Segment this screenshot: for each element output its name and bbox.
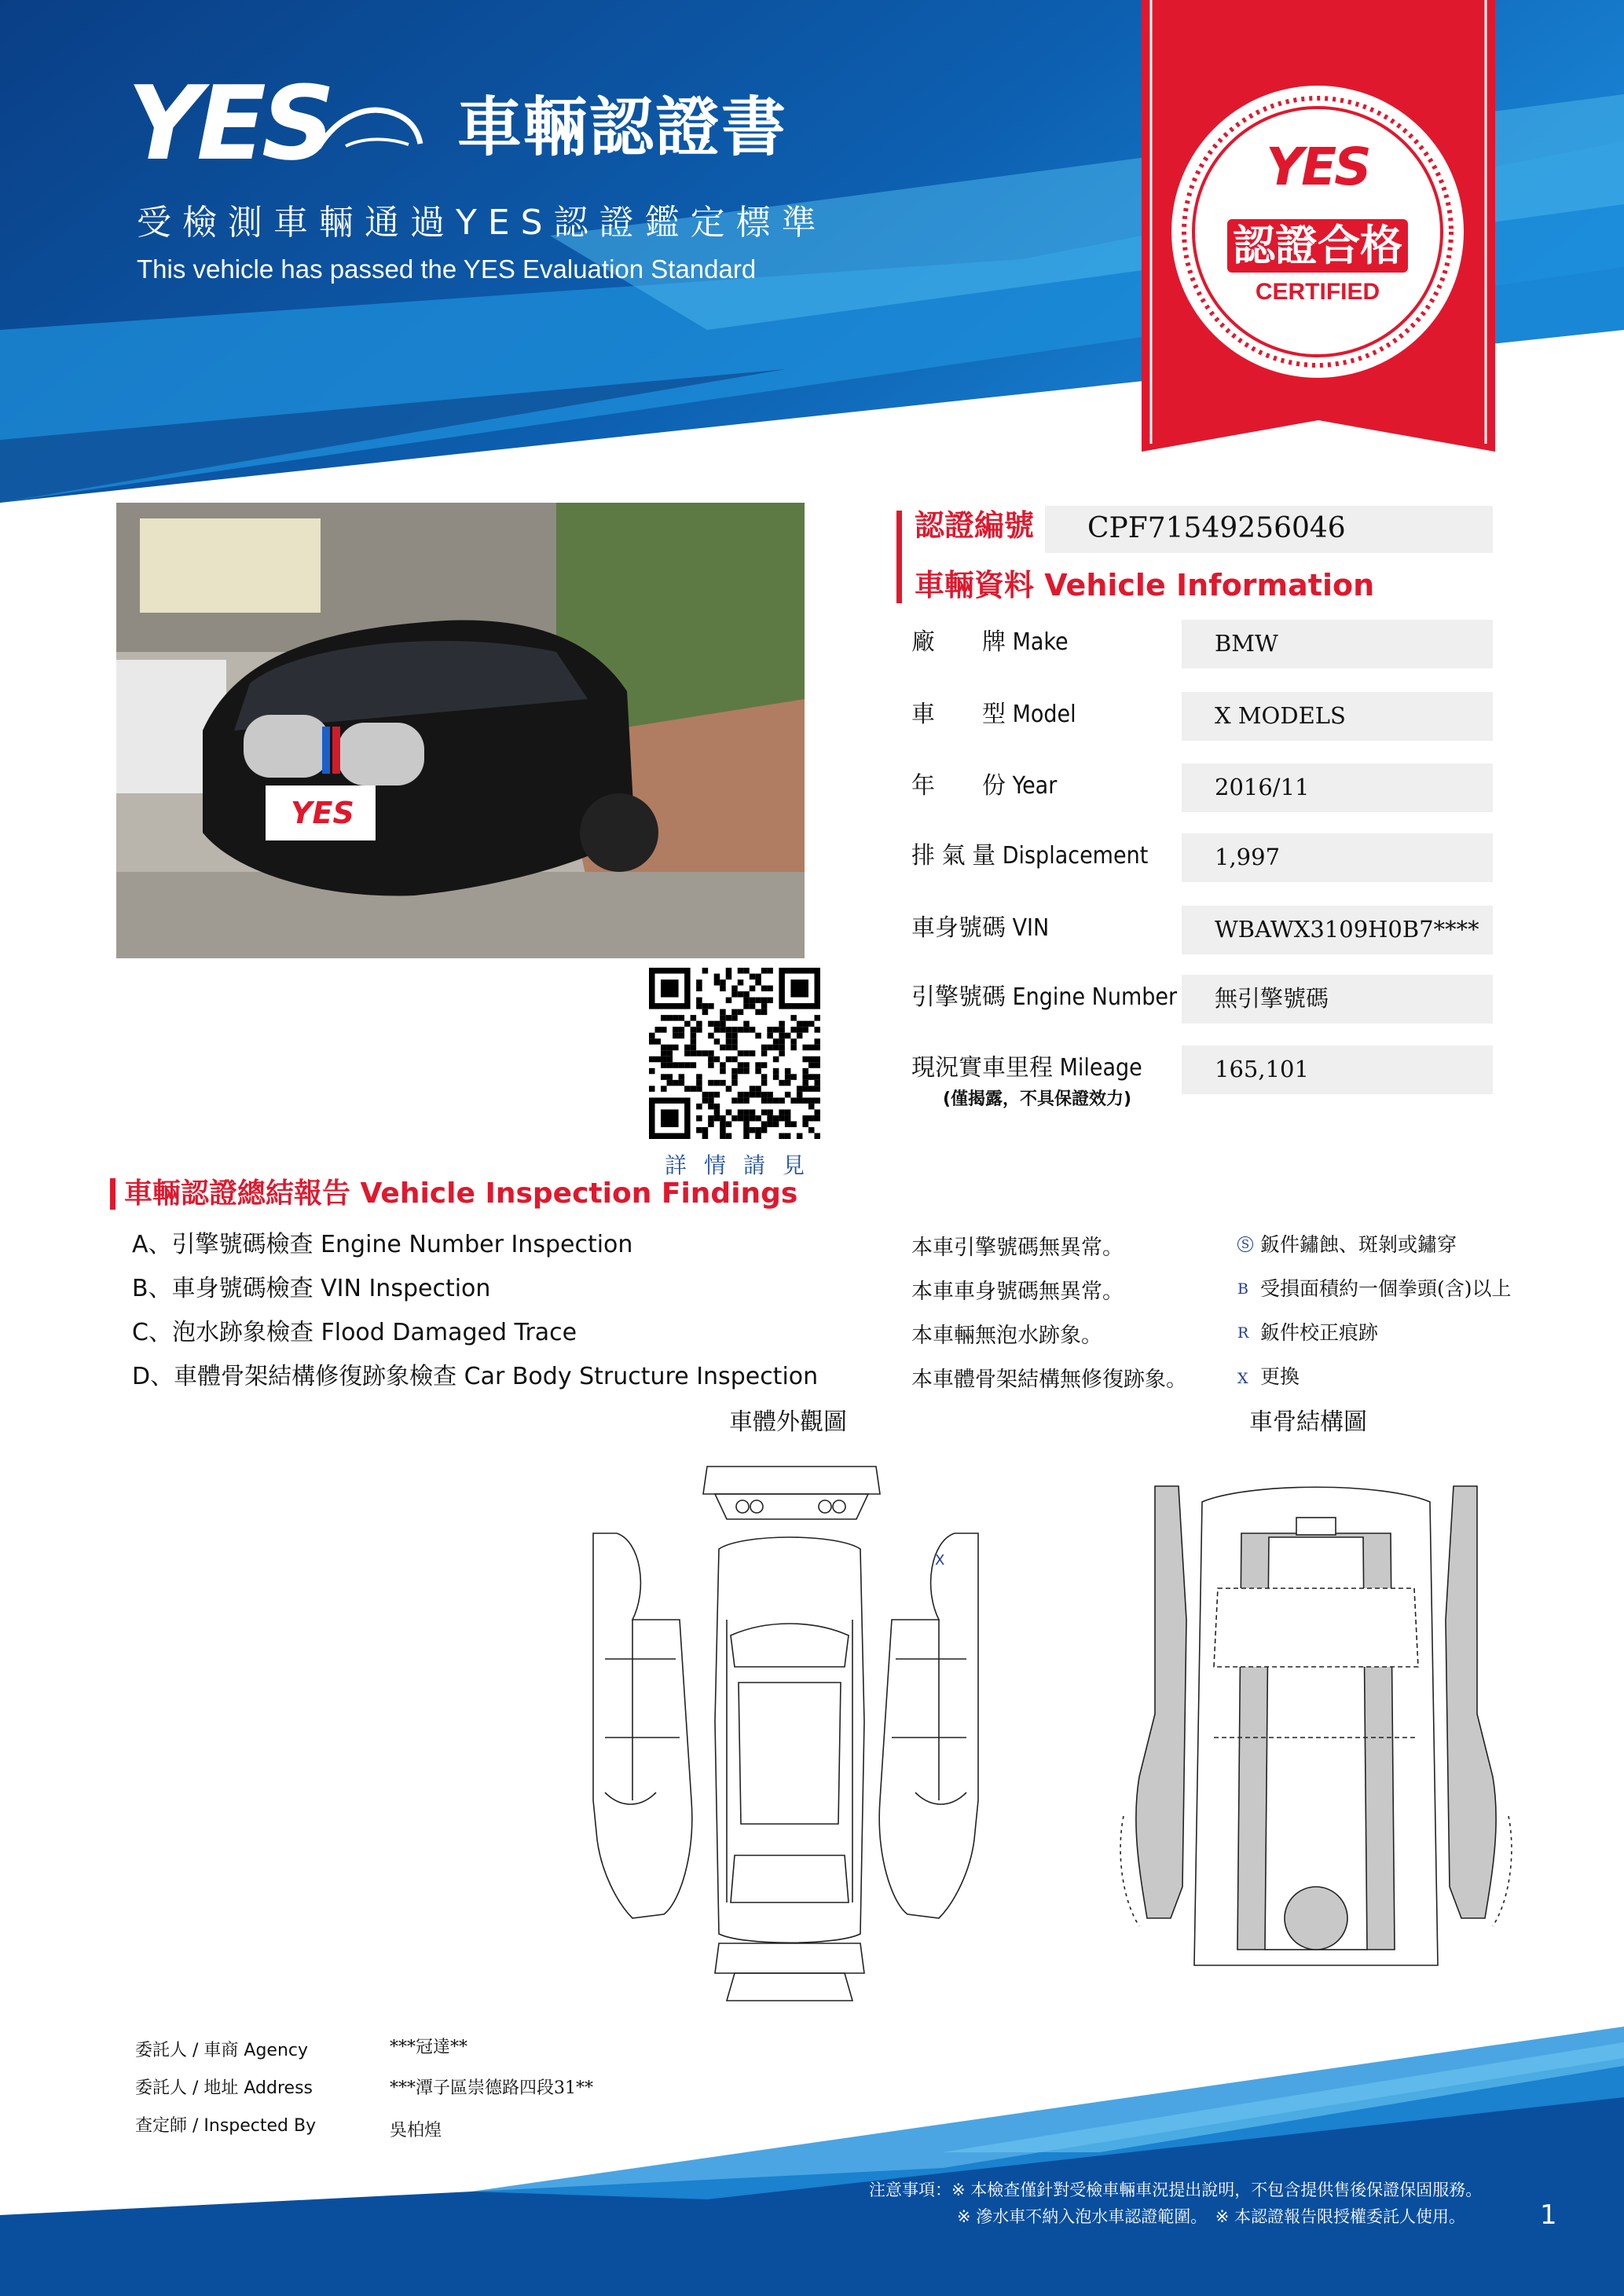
mileage-value: 165,101 (1215, 1056, 1309, 1082)
exterior-diagram-caption: 車體外觀圖 (729, 1408, 847, 1436)
finding-vin-result: 本車車身號碼無異常。 (911, 1280, 1124, 1304)
subtitle-english: This vehicle has passed the YES Evaluation Standard (137, 255, 757, 284)
exterior-mark-x: X (935, 1552, 945, 1569)
structure-diagram (1108, 1478, 1524, 1989)
finding-flood-label: C、泡水跡象檢查 Flood Damaged Trace (132, 1319, 577, 1346)
certificate-number-label: 認證編號 (915, 508, 1035, 543)
mileage-label: 現況實車里程 Mileage (911, 1054, 1142, 1082)
finding-engine-result: 本車引擎號碼無異常。 (911, 1236, 1124, 1260)
structure-diagram-caption: 車骨結構圖 (1249, 1408, 1367, 1436)
mileage-note: (僅揭露，不具保證效力) (943, 1089, 1132, 1109)
legend-b-symbol: B (1237, 1280, 1248, 1298)
legend-r-symbol: R (1237, 1324, 1249, 1342)
inspector-value: 吳柏煌 (390, 2121, 442, 2140)
seal-certified-english: CERTIFIED (1255, 279, 1380, 305)
legend-s-symbol: S (1237, 1236, 1253, 1252)
legend-b-text: 受損面積約一個拳頭(含)以上 (1260, 1277, 1512, 1300)
displacement-label: 排 氣 量 Displacement (911, 842, 1149, 870)
model-value: X MODELS (1215, 702, 1346, 729)
findings-title: 車輛認證總結報告 Vehicle Inspection Findings (124, 1177, 798, 1210)
vehicle-info-title: 車輛資料 Vehicle Information (915, 568, 1375, 602)
finding-structure-result: 本車體骨架結構無修復跡象。 (911, 1368, 1187, 1392)
page-number: 1 (1540, 2199, 1557, 2231)
subtitle-chinese: 受檢測車輛通過YES認證鑑定標準 (137, 203, 827, 243)
findings-marker (110, 1178, 115, 1210)
engine-number-label: 引擎號碼 Engine Number (911, 983, 1178, 1011)
agency-value: ***冠達** (390, 2038, 468, 2057)
finding-engine-label: A、引擎號碼檢查 Engine Number Inspection (132, 1231, 633, 1258)
certificate-number: CPF71549256046 (1087, 512, 1346, 544)
seal-logo: YES (1266, 137, 1369, 197)
year-value: 2016/11 (1215, 774, 1310, 800)
notice-line-2: ※ 滲水車不納入泡水車認證範圍。 ※ 本認證報告限授權委託人使用。 (957, 2207, 1466, 2226)
legend-x-text: 更換 (1260, 1365, 1300, 1388)
legend-x-symbol: X (1237, 1370, 1248, 1387)
finding-flood-result: 本車輛無泡水跡象。 (911, 1324, 1102, 1348)
footer-background (0, 2011, 1624, 2296)
seal-certified-chinese: 認證合格 (1227, 219, 1408, 273)
engine-number-value: 無引擎號碼 (1215, 985, 1329, 1012)
displacement-value: 1,997 (1215, 844, 1281, 870)
yes-logo: YES (127, 64, 331, 183)
finding-vin-label: B、車身號碼檢查 VIN Inspection (132, 1275, 491, 1302)
notice-line-1: 注意事項：※ 本檢查僅針對受檢車輛車況提出說明，不包含提供售後保證保固服務。 (869, 2181, 1483, 2199)
exterior-diagram (585, 1463, 986, 2005)
finding-structure-label: D、車體骨架結構修復跡象檢查 Car Body Structure Inspection (132, 1363, 819, 1390)
cert-marker (896, 511, 902, 603)
page-title: 車輛認證書 (457, 90, 788, 165)
model-label: 車 型 Model (911, 701, 1076, 728)
make-value: BMW (1215, 630, 1278, 657)
legend-r-text: 鈑件校正痕跡 (1260, 1321, 1379, 1344)
vin-label: 車身號碼 VIN (911, 914, 1050, 942)
address-value: ***潭子區崇德路四段31** (390, 2078, 593, 2098)
car-swoosh-icon (314, 85, 424, 156)
make-label: 廠 牌 Make (911, 628, 1069, 656)
inspector-label: 查定師 / Inspected By (135, 2116, 317, 2136)
vehicle-photo (116, 503, 805, 958)
address-label: 委託人 / 地址 Address (135, 2078, 313, 2098)
qr-code[interactable] (649, 968, 820, 1139)
year-label: 年 份 Year (911, 772, 1058, 800)
qr-caption: 詳情請見 (665, 1152, 823, 1178)
agency-label: 委託人 / 車商 Agency (135, 2041, 309, 2060)
legend-s-text: 鈑件鏽蝕、斑剝或鏽穿 (1260, 1233, 1457, 1256)
svg-text:YES: YES (291, 796, 354, 830)
vin-value: WBAWX3109H0B7**** (1215, 916, 1479, 943)
